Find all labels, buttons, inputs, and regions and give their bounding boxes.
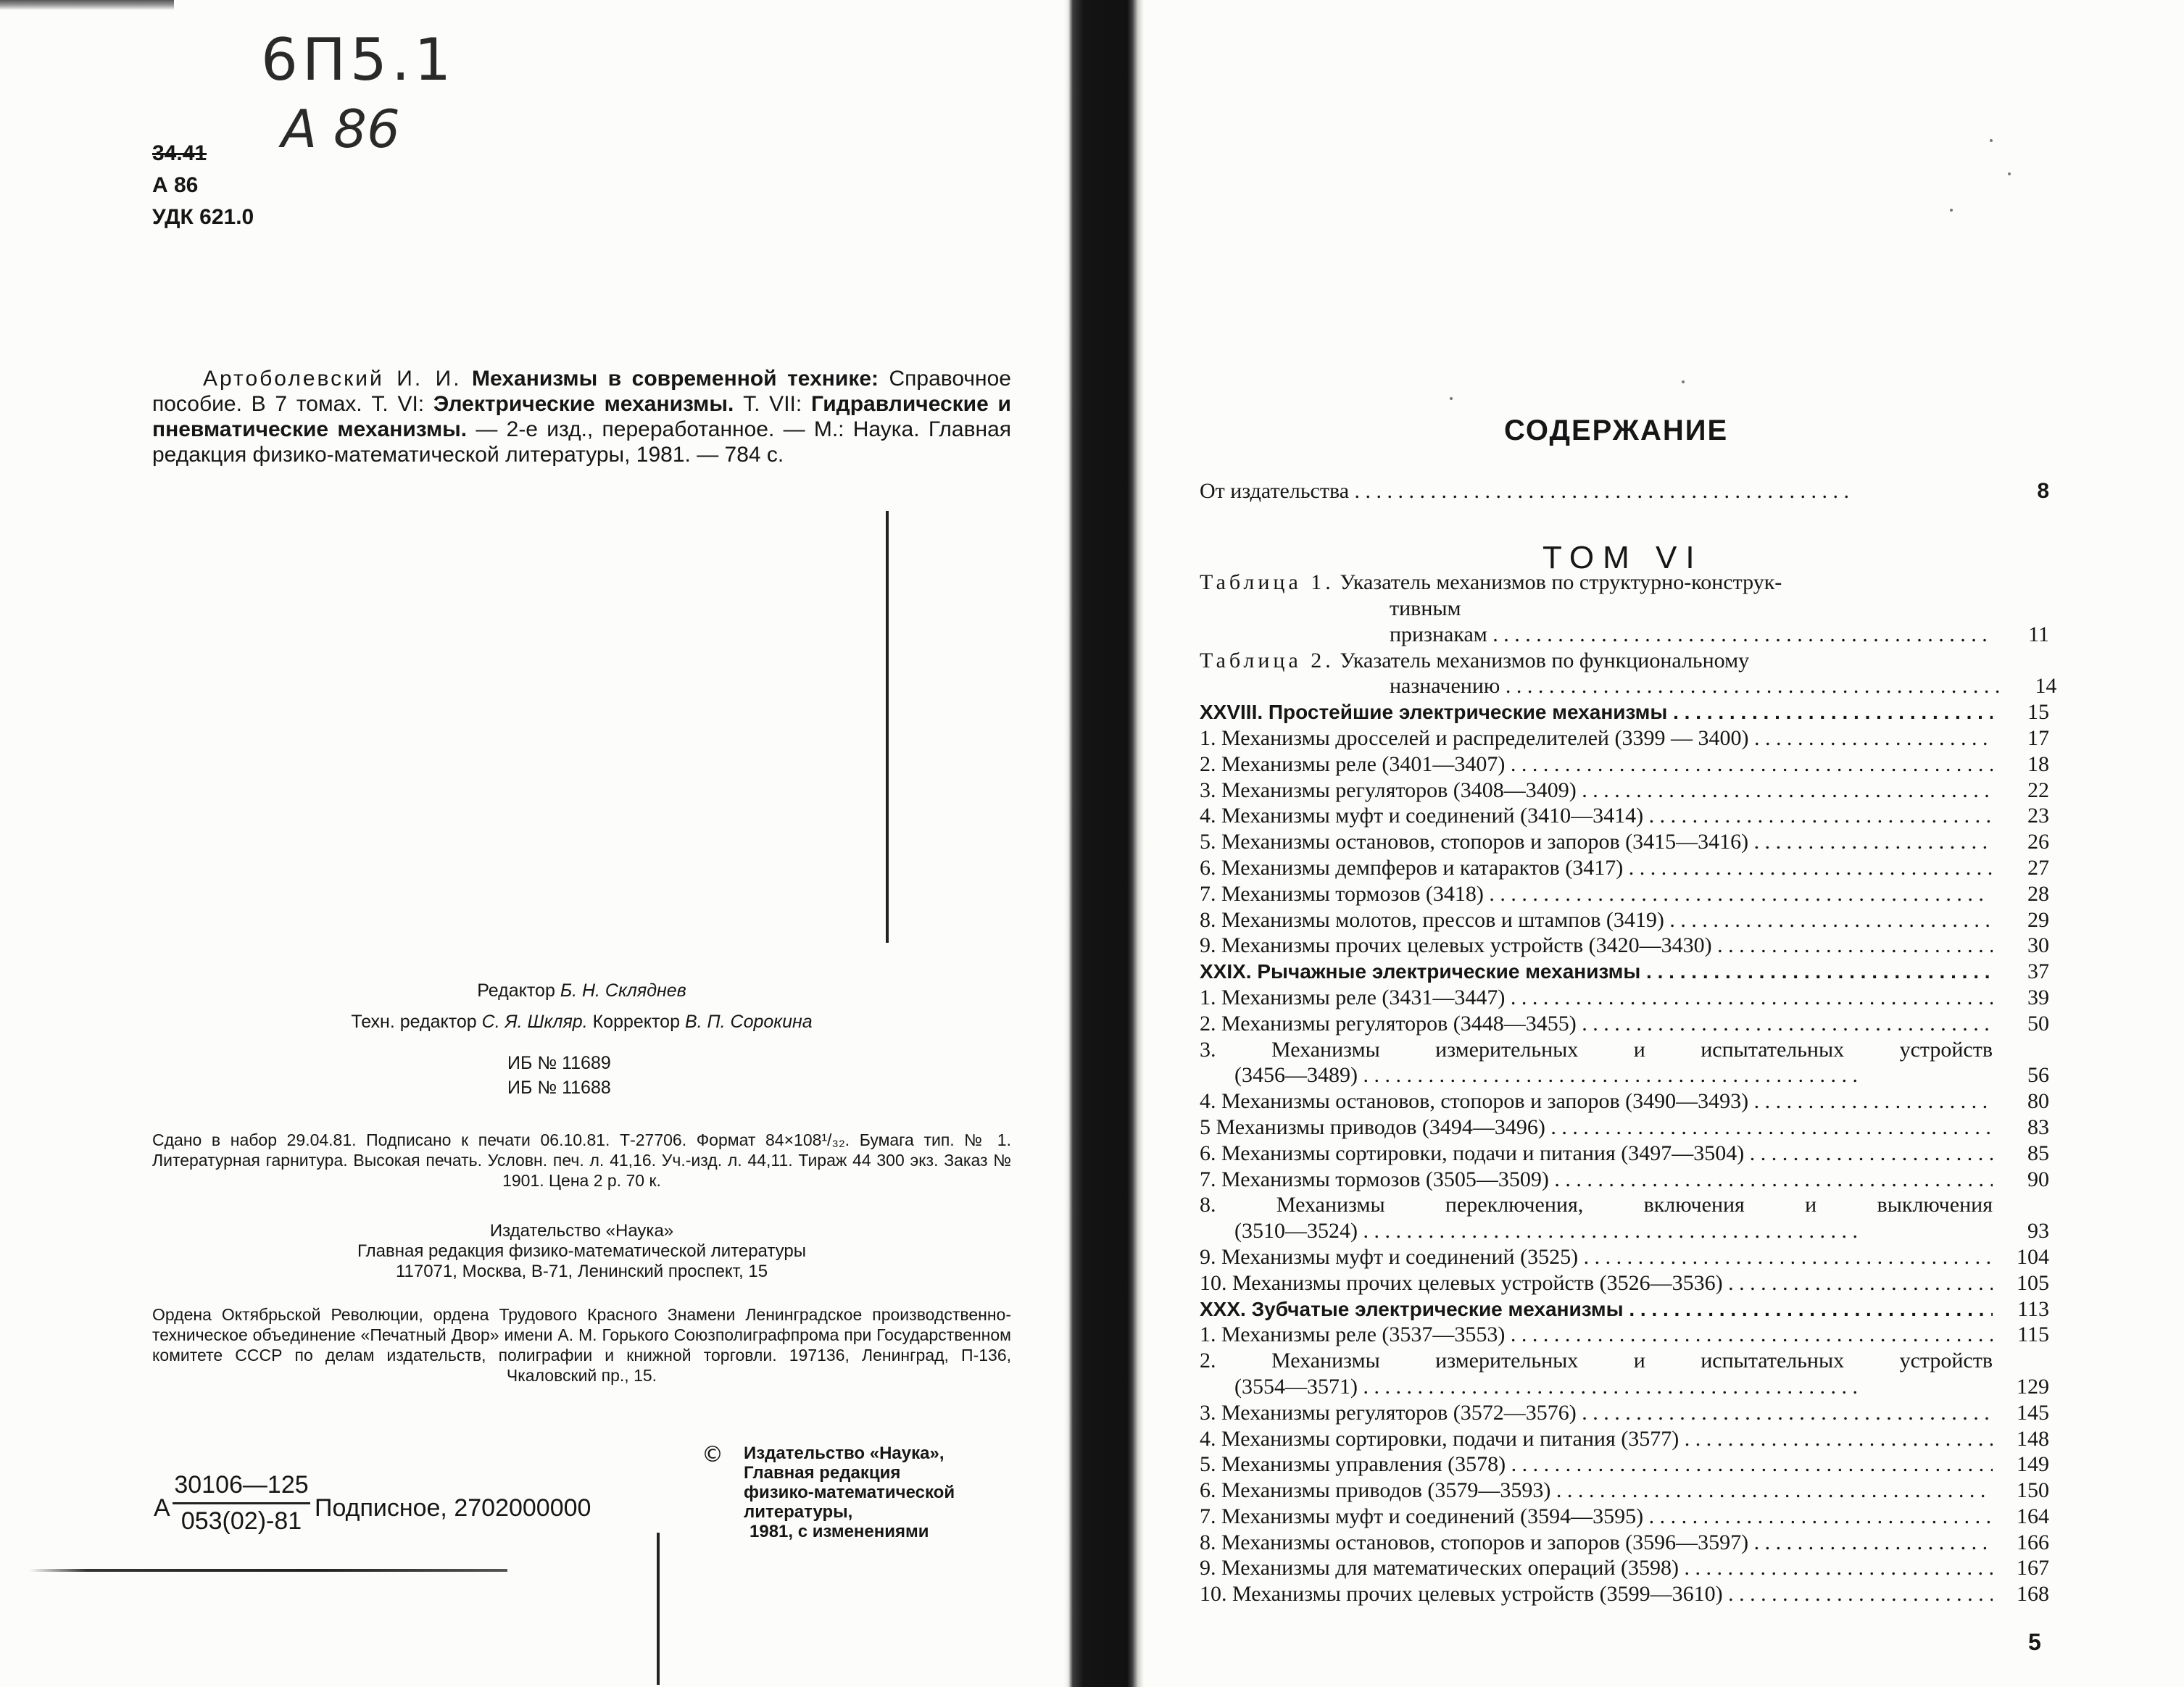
- toc-entry-text: [1200, 1322, 1993, 1348]
- toc-entry-row: [1200, 725, 2049, 751]
- toc-entry-row: [1200, 1426, 2049, 1452]
- toc-table-label: Таблица 1.: [1200, 570, 1334, 595]
- toc-entry-row: [1200, 1244, 2049, 1270]
- copyright-line: Издательство «Наука»,: [744, 1444, 944, 1463]
- toc-entry-text: [1200, 1270, 1993, 1296]
- toc-entry-text: [1200, 1115, 1993, 1141]
- toc-page-number: 8: [2037, 479, 2049, 503]
- publisher-block: [152, 1221, 1011, 1282]
- toc-entry-text: [1200, 1011, 1993, 1037]
- toc-entry-title: 2. Механизмы регуляторов (3448—3455) . . .: [1200, 1012, 1993, 1036]
- toc-entry-title: 1. Механизмы дросселей и распределителей (3399 — 3400) . . .: [1200, 726, 1993, 750]
- toc-page-number: 104: [2017, 1244, 2049, 1269]
- publisher-address: 117071, Москва, В-71, Ленинский проспект, 15: [395, 1262, 768, 1281]
- publisher-edition: Главная редакция физико-математической литературы: [357, 1241, 806, 1261]
- copyright-line: литературы,: [744, 1502, 853, 1522]
- toc-entry-text: [1200, 1530, 1993, 1556]
- toc-entry-text: [1200, 1581, 1993, 1607]
- toc-entry-cont: (3510—3524) . . .: [1200, 1218, 1993, 1244]
- tech-editor-name: С. Я. Шкляр.: [481, 1012, 588, 1032]
- toc-entry-title: 5. Механизмы управления (3578) . . .: [1200, 1452, 1993, 1476]
- credits-editor: [152, 979, 1011, 1002]
- toc-entry-text: [1200, 881, 1993, 907]
- toc-entry-title: 10. Механизмы прочих целевых устройств (3599—3610) . . .: [1200, 1582, 1993, 1606]
- toc-page-number: 39: [2027, 985, 2049, 1009]
- toc-entry-row: [1200, 1322, 2049, 1348]
- toc-entry-cont: (3456—3489) . . .: [1200, 1062, 1993, 1088]
- bottom-rule: [29, 1569, 507, 1572]
- toc-page-number: 22: [2027, 778, 2049, 802]
- bibliographic-record: [152, 366, 1011, 467]
- scan-speck: [1950, 209, 1953, 212]
- toc-entry-row: [1200, 933, 2049, 959]
- toc-entry-title: 3. Механизмы регуляторов (3408—3409) . . .: [1200, 778, 1993, 802]
- toc-entry-text: [1200, 985, 1993, 1011]
- toc-page-number: 30: [2027, 933, 2049, 958]
- toc-page-number: 166: [2017, 1530, 2049, 1554]
- toc-table-title-cont: тивным признакам . . .: [1200, 596, 1993, 648]
- toc-entry-title: 6. Механизмы приводов (3579—3593) . . .: [1200, 1478, 1993, 1502]
- copyright-notice: [744, 1444, 955, 1541]
- isbn-code: 2702000000: [454, 1494, 591, 1522]
- toc-entry-text: [1200, 1504, 1993, 1530]
- editor-label: Редактор: [477, 980, 555, 1001]
- printing-imprint: Сдано в набор 29.04.81. Подписано к печати 06.10.81. Т-27706. Формат 84×108¹/₃₂. Бумага тип. № 1. Литературная гарнитура. Высокая печать. Условн. печ. л. 41,16. Уч.-изд. л. 44,11. Тираж 44 300 экз. Заказ № 1901. Цена 2 р. 70 к.: [152, 1130, 1011, 1190]
- toc-page-number: 164: [2017, 1504, 2049, 1528]
- toc-entry-row: [1200, 570, 2049, 648]
- copyright-line: физико-математической: [744, 1483, 955, 1502]
- toc-page-number: 149: [2017, 1452, 2049, 1477]
- toc-entry-title: 2. Механизмы реле (3401—3407) . . .: [1200, 752, 1993, 776]
- toc-page-number: 80: [2027, 1089, 2049, 1114]
- biblio-description: Справочное пособие. В 7 томах. Т. VI:: [152, 367, 1011, 416]
- toc-page-number: 115: [2017, 1322, 2049, 1347]
- formula-numerator: 30106—125: [173, 1471, 310, 1504]
- toc-entry-text: [1200, 699, 1993, 725]
- classification-codes: [152, 138, 254, 233]
- proofreader-name: В. П. Сорокина: [684, 1012, 813, 1032]
- toc-entry-text: [1200, 1555, 1993, 1581]
- toc-entry-text: [1200, 1192, 1993, 1244]
- toc-page-number: 56: [2027, 1063, 2049, 1088]
- toc-entry-text: [1200, 959, 1993, 985]
- toc-entry-row: [1200, 881, 2049, 907]
- toc-table-title: Указатель механизмов по структурно-конструк-: [1340, 570, 1782, 595]
- toc-table-title-cont: назначению . . .: [1200, 673, 2000, 699]
- toc-page-number: 14: [2035, 674, 2057, 699]
- toc-entry-text: [1200, 1088, 1993, 1115]
- toc-page-number: 113: [2017, 1296, 2049, 1321]
- toc-page-number: 85: [2027, 1141, 2049, 1165]
- toc-entry-text: [1200, 1426, 1993, 1452]
- toc-page-number: 18: [2027, 751, 2049, 776]
- author-mark-code: А 86: [152, 173, 199, 197]
- toc-entry-row: [1200, 803, 2049, 829]
- toc-page-number: 168: [2017, 1582, 2049, 1607]
- toc-entry-text: [1200, 855, 1993, 881]
- scan-speck: [1682, 380, 1685, 383]
- toc-entry-title: 9. Механизмы для математических операций (3598) . . .: [1200, 1556, 1993, 1580]
- toc-page-number: 50: [2027, 1011, 2049, 1036]
- toc-table-title: Указатель механизмов по функциональному: [1340, 648, 1750, 672]
- toc-entry-title: 1. Механизмы реле (3431—3447) . . .: [1200, 986, 1993, 1009]
- toc-entry-first-line: 2. Механизмы измерительных и испытательных устройств: [1200, 1349, 1993, 1373]
- toc-page-number: 93: [2027, 1219, 2049, 1244]
- toc-entry-row: [1200, 1011, 2049, 1037]
- vertical-rule: [657, 1533, 660, 1685]
- toc-entry-cont: (3554—3571) . . .: [1200, 1374, 1993, 1400]
- formula-fraction: [173, 1471, 310, 1536]
- toc-entry-first-line: 8. Механизмы переключения, включения и выключения: [1200, 1193, 1993, 1217]
- scan-speck: [1990, 139, 1993, 142]
- toc-entry-title: 9. Механизмы муфт и соединений (3525) . . .: [1200, 1245, 1993, 1269]
- toc-page-number: 90: [2027, 1167, 2049, 1191]
- toc-page-number: 26: [2027, 830, 2049, 854]
- toc-page-number: 150: [2017, 1478, 2049, 1503]
- toc-page-number: 27: [2027, 855, 2049, 880]
- toc-entry-text: [1200, 725, 1993, 751]
- vertical-rule: [886, 511, 889, 943]
- toc-entry-title: 7. Механизмы тормозов (3505—3509) . . .: [1200, 1167, 1993, 1191]
- toc-page-number: 11: [2028, 622, 2049, 646]
- toc-entry-row: [1200, 1348, 2049, 1400]
- toc-entry-title: 9. Механизмы прочих целевых устройств (3420—3430) . . .: [1200, 933, 1993, 957]
- toc-entry-row: [1200, 1478, 2049, 1504]
- toc-entry-row: [1200, 829, 2049, 855]
- udk-code: УДК 621.0: [152, 205, 254, 229]
- toc-page-number: 129: [2017, 1374, 2049, 1399]
- toc-entry-text: [1200, 1141, 1993, 1167]
- toc-page-number: 23: [2027, 804, 2049, 828]
- toc-entry-title: 5. Механизмы остановов, стопоров и запоров (3415—3416) . . .: [1200, 830, 1993, 854]
- formula-denominator: 053(02)-81: [180, 1507, 302, 1535]
- toc-entry-text: [1200, 1478, 1993, 1504]
- toc-page-number: 28: [2027, 881, 2049, 906]
- toc-section-row: [1200, 959, 2049, 985]
- toc-entry-text: [1200, 1296, 1993, 1322]
- toc-entry-row: [1200, 1192, 2049, 1244]
- toc-entry-row: [1200, 1581, 2049, 1607]
- toc-section-row: [1200, 1296, 2049, 1322]
- toc-section-title: XXX. Зубчатые электрические механизмы . . .: [1200, 1298, 1993, 1320]
- toc-entry-text: [1200, 907, 1993, 933]
- editor-name: Б. Н. Скляднев: [560, 980, 686, 1001]
- ib-number: ИБ № 11689: [507, 1053, 611, 1073]
- toc-page-number: 83: [2027, 1115, 2049, 1139]
- toc-entry-row: [1200, 1270, 2049, 1296]
- toc-page-number: 105: [2017, 1270, 2049, 1295]
- publisher-name: Издательство «Наука»: [489, 1221, 674, 1241]
- biblio-volume-6: Электрические механизмы.: [433, 392, 734, 416]
- copyright-icon: ©: [702, 1442, 723, 1467]
- toc-entry-text: [1200, 751, 1993, 778]
- toc-entry-title: 1. Механизмы реле (3537—3553) . . .: [1200, 1322, 1993, 1346]
- toc-entry-row: [1200, 1504, 2049, 1530]
- toc-entry-title: 6. Механизмы сортировки, подачи и питания (3497—3504) . . .: [1200, 1141, 1993, 1165]
- toc-entry-title: 5 Механизмы приводов (3494—3496) . . .: [1200, 1115, 1993, 1139]
- toc-entry-row: [1200, 1141, 2049, 1167]
- toc-entry-text: [1200, 1167, 1993, 1193]
- toc-entry-text: [1200, 803, 1993, 829]
- subscription-label: Подписное,: [315, 1494, 447, 1522]
- toc-page-number: 29: [2027, 907, 2049, 932]
- handwritten-shelfmark: 6П5.1: [261, 26, 456, 93]
- biblio-rest: — 2-е изд., переработанное. — М.: Наука. Главная редакция физико-математической литературы, 1981. — 784 с.: [152, 417, 1012, 467]
- toc-entry-text: [1200, 829, 1993, 855]
- toc-table-label: Таблица 2.: [1200, 648, 1334, 672]
- left-page: [0, 0, 1051, 1687]
- toc-entry-row: [1200, 1555, 2049, 1581]
- formula-suffix: [315, 1494, 591, 1523]
- toc-entry-first-line: 3. Механизмы измерительных и испытательных устройств: [1200, 1037, 1993, 1062]
- formula-letter: А: [154, 1494, 170, 1522]
- toc-entry-title: 10. Механизмы прочих целевых устройств (3526—3536) . . .: [1200, 1271, 1993, 1295]
- toc-entry-row: [1200, 855, 2049, 881]
- copyright-line: Главная редакция: [744, 1463, 901, 1483]
- toc-entry-row: [1200, 1530, 2049, 1556]
- toc-entry-text: [1200, 648, 2000, 700]
- toc-entry-title: 3. Механизмы регуляторов (3572—3576) . . .: [1200, 1401, 1993, 1425]
- toc-section-title: XXVIII. Простейшие электрические механизмы . . .: [1200, 701, 1993, 723]
- tech-editor-label: Техн. редактор: [351, 1012, 477, 1032]
- toc-entry-text: От издательства . . .: [1200, 479, 1849, 503]
- toc-entry-text: [1200, 1348, 1993, 1400]
- page-number: 5: [2028, 1629, 2041, 1655]
- toc-entry-row: [1200, 1400, 2049, 1426]
- contents-title: СОДЕРЖАНИЕ: [1504, 415, 1729, 446]
- toc-entry-row: [1200, 778, 2049, 804]
- toc-entry-text: [1200, 1037, 1993, 1089]
- toc-page-number: 17: [2027, 725, 2049, 750]
- biblio-t7-label: Т. VII:: [743, 392, 802, 416]
- toc-page-number: 15: [2027, 700, 2049, 725]
- toc-entry-title: 8. Механизмы остановов, стопоров и запоров (3596—3597) . . .: [1200, 1530, 1993, 1554]
- toc-entry-title: 4. Механизмы сортировки, подачи и питания (3577) . . .: [1200, 1427, 1993, 1451]
- credits-tech-proof: [152, 1010, 1011, 1033]
- toc-page-number: 148: [2017, 1426, 2049, 1451]
- toc-section-title: XXIX. Рычажные электрические механизмы . . .: [1200, 960, 1993, 983]
- toc-entry-title: 4. Механизмы остановов, стопоров и запоров (3490—3493) . . .: [1200, 1089, 1993, 1113]
- toc-entry-row: [1200, 1088, 2049, 1115]
- toc-entry-title: 7. Механизмы муфт и соединений (3594—3595) . . .: [1200, 1504, 1993, 1528]
- toc-entry-text: [1200, 1451, 1993, 1478]
- toc-entry-text: [1200, 570, 1993, 647]
- toc-page-number: 167: [2017, 1556, 2049, 1580]
- toc-entry-row: [1200, 985, 2049, 1011]
- scan-edge-shadow: [0, 0, 174, 10]
- toc-entry-row: [1200, 907, 2049, 933]
- bbk-code: 34.41: [152, 141, 207, 165]
- toc-entry-title: 7. Механизмы тормозов (3418) . . .: [1200, 882, 1984, 906]
- toc-page-number: 37: [2027, 959, 2049, 984]
- toc-entry-text: [1200, 1400, 1993, 1426]
- handwritten-author-mark: А 86: [281, 99, 400, 159]
- biblio-author: Артоболевский И. И.: [203, 367, 462, 391]
- toc-section-row: [1200, 699, 2049, 725]
- printer-info: Ордена Октябрьской Революции, ордена Трудового Красного Знамени Ленинградское производственно-техническое объединение «Печатный Двор» имени А. М. Горького Союзполиграфпрома при Государственном комитете СССР по делам издательств, полиграфии и книжной торговли. 197136, Ленинград, П-136, Чкаловский пр., 15.: [152, 1305, 1011, 1385]
- toc-entry-title: 4. Механизмы муфт и соединений (3410—3414) . . .: [1200, 804, 1993, 828]
- toc-entry-text: [1200, 933, 1993, 959]
- scan-speck: [2008, 172, 2011, 175]
- biblio-title: Механизмы в современной технике:: [472, 367, 879, 391]
- volume-title: ТОМ VI: [1542, 540, 1703, 575]
- toc-entry-title: 8. Механизмы молотов, прессов и штампов (3419) . . .: [1200, 908, 1993, 932]
- scan-speck: [1450, 397, 1453, 400]
- toc-page-number: 145: [2017, 1400, 2049, 1425]
- toc-entry-title: 6. Механизмы демпферов и катарактов (3417) . . .: [1200, 856, 1993, 880]
- toc-intro-row: [1200, 478, 2049, 504]
- table-of-contents: [1200, 570, 2057, 1607]
- biblio-volume-7: Гидравлические и пневматические механизмы.: [152, 392, 1011, 441]
- toc-entry-row: [1200, 648, 2057, 700]
- ib-number: ИБ № 11688: [507, 1078, 611, 1098]
- copyright-line: 1981, с изменениями: [750, 1522, 929, 1541]
- toc-entry-row: [1200, 1037, 2049, 1089]
- toc-entry-row: [1200, 751, 2049, 778]
- toc-entry-row: [1200, 1115, 2049, 1141]
- book-gutter: [1051, 0, 1145, 1687]
- toc-entry-text: [1200, 1244, 1993, 1270]
- toc-entry-row: [1200, 1451, 2049, 1478]
- proofreader-label: Корректор: [592, 1012, 680, 1032]
- toc-entry-row: [1200, 1167, 2049, 1193]
- toc-entry-text: [1200, 778, 1993, 804]
